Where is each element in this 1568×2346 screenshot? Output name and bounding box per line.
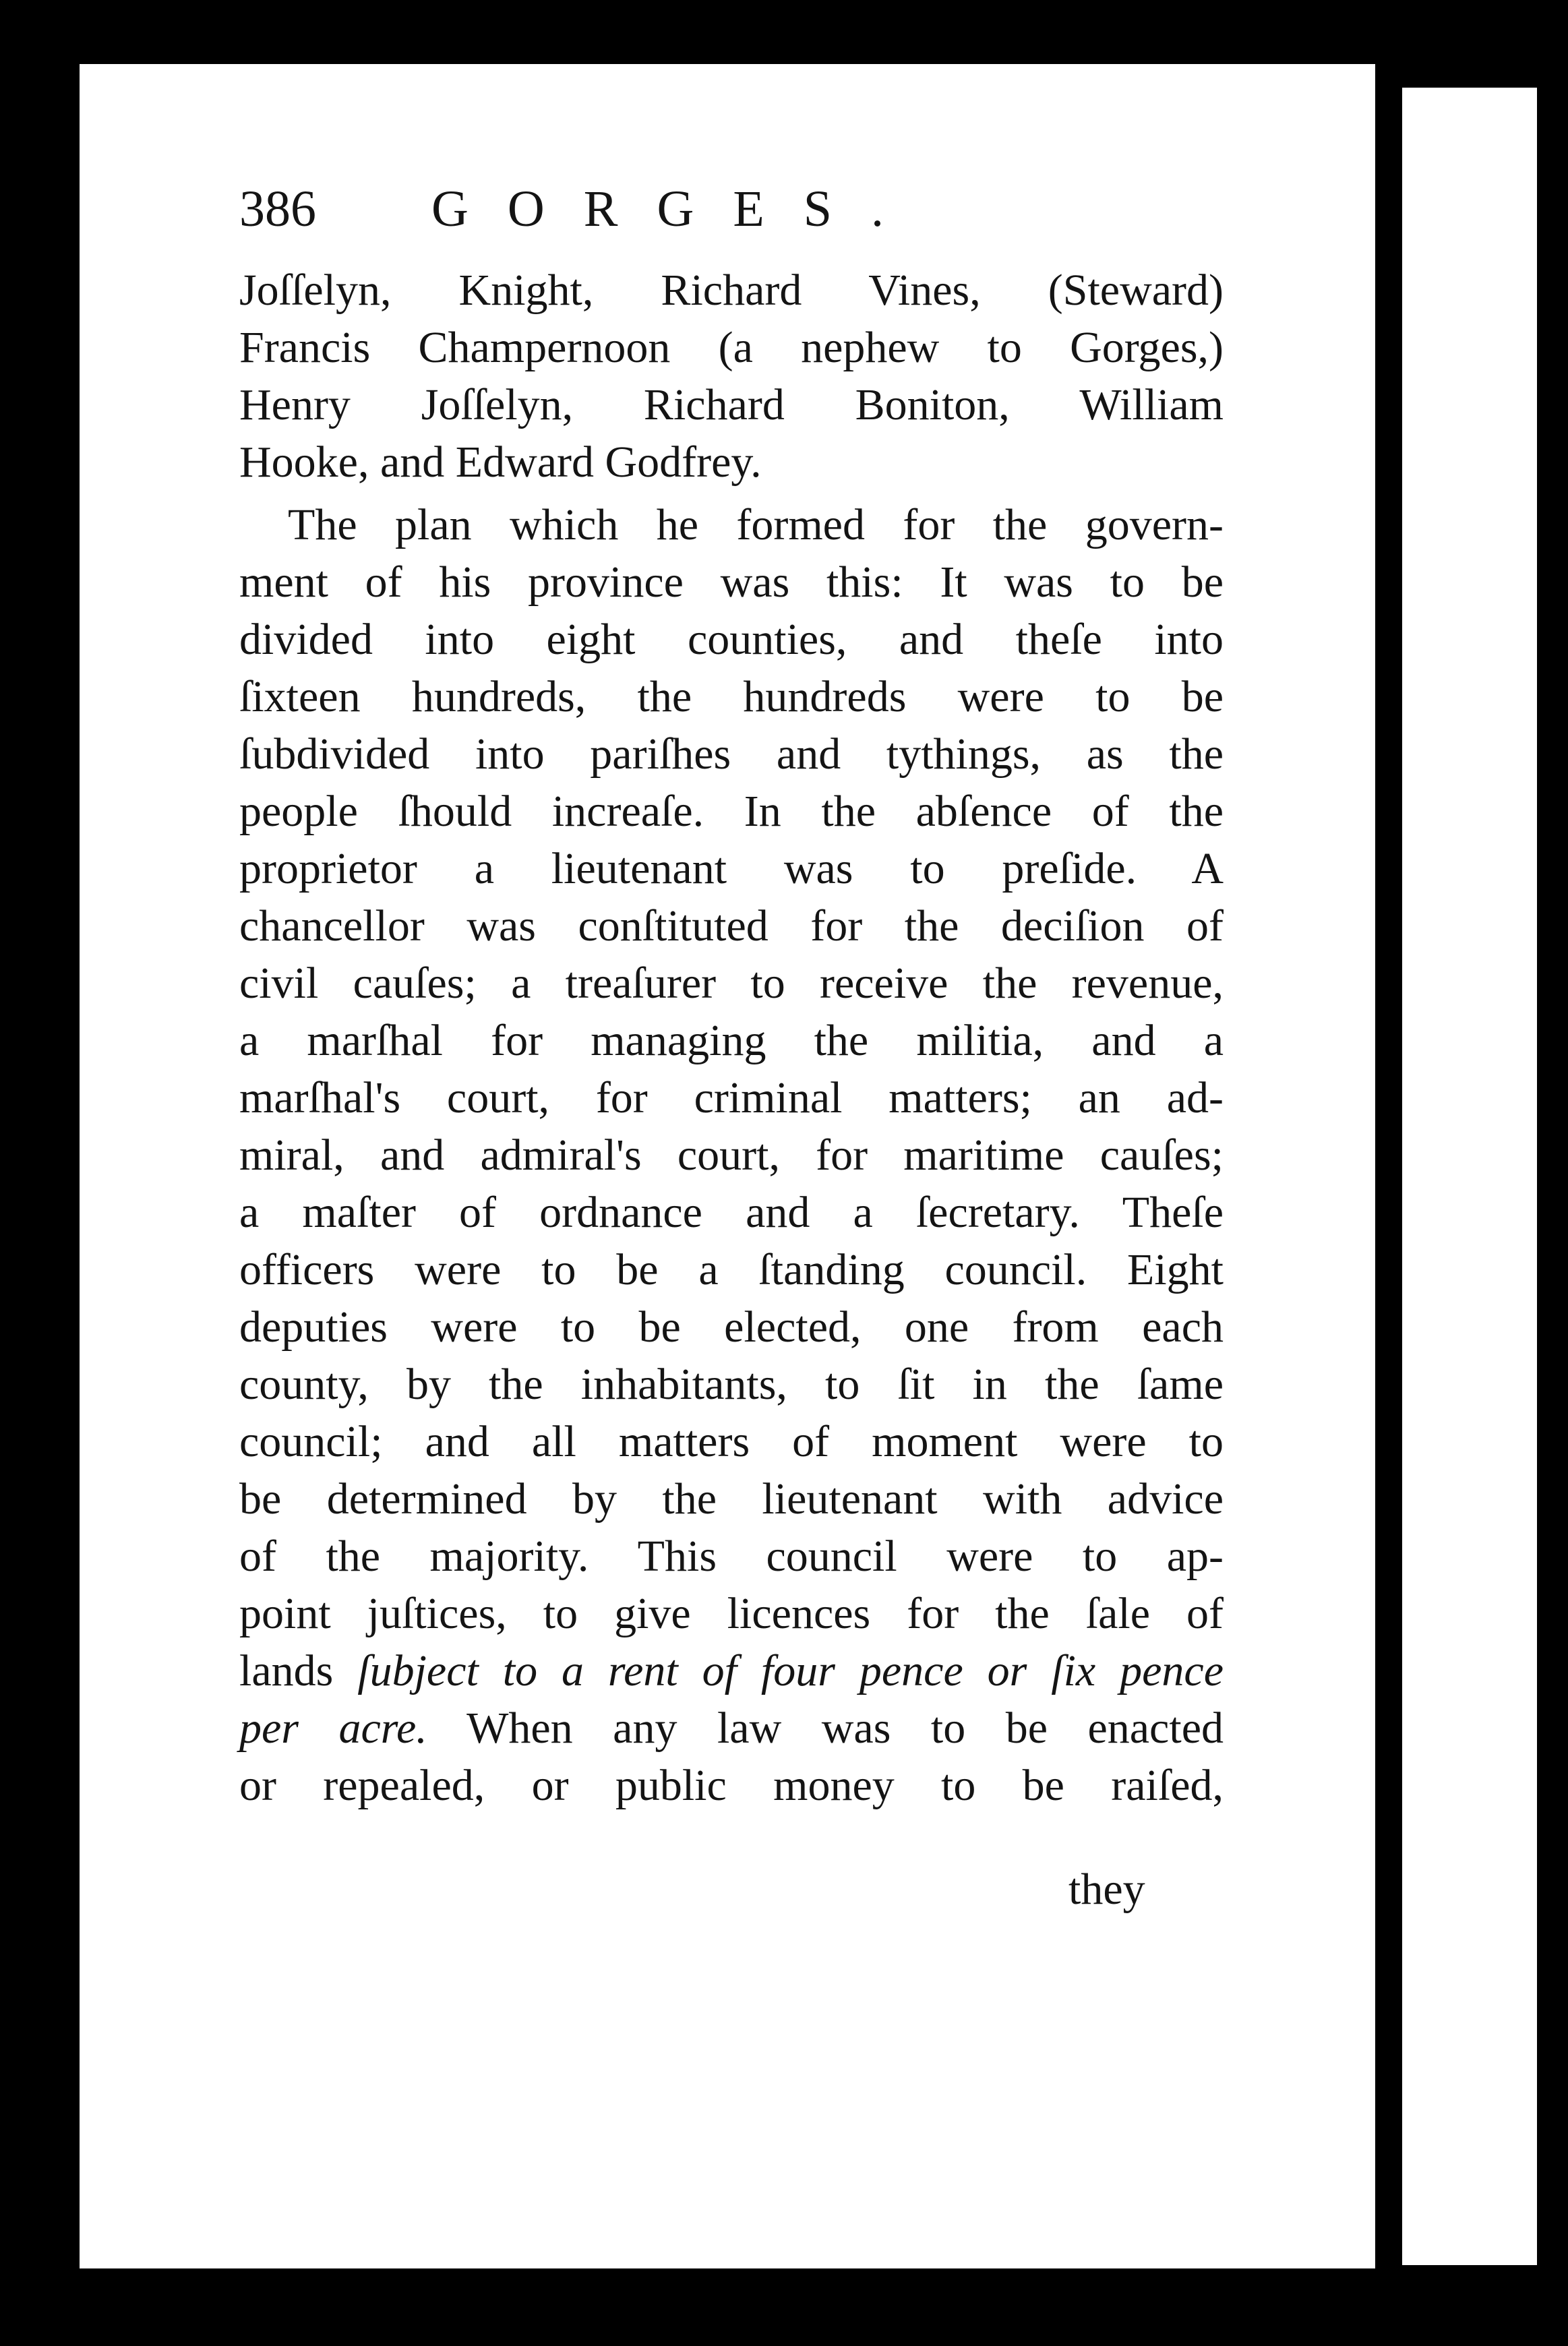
page-header [239,169,1224,249]
text-line: ſubdivided into pariſhes and tythings, as the [239,729,1224,779]
text-line: ſixteen hundreds, the hundreds were to be [239,672,1224,721]
text-line: a maſter of ordnance and a ſecretary. Theſe [239,1188,1224,1237]
roman-text: lands [239,1646,358,1695]
text-line: council; and all matters of moment were to [239,1417,1224,1466]
text-line: Henry Joſſelyn, Richard Boniton, William [239,380,1224,429]
text-line: Hooke, and Edward Godfrey. [239,438,762,487]
text-line: a marſhal for managing the militia, and a [239,1016,1224,1065]
text-line: Joſſelyn, Knight, Richard Vines, (Steward) [239,266,1224,315]
body-text [239,262,1224,1814]
text-line-per-acre [239,1700,1224,1757]
text-line: marſhal's court, for criminal matters; an ad- [239,1073,1224,1122]
text-line-lands [239,1642,1224,1700]
paragraph-first-line: The plan which he formed for the govern- [288,500,1224,549]
text-line: county, by the inhabitants, to ſit in the ſame [239,1360,1224,1409]
italic-text: per acre. [239,1704,427,1753]
text-line: miral, and admiral's court, for maritime cauſes; [239,1131,1224,1180]
text-line: Francis Champernoon (a nephew to Gorges,) [239,323,1224,372]
catchword: they [1068,1865,1145,1914]
text-line: of the majority. This council were to ap- [239,1532,1224,1581]
text-line: be determined by the lieutenant with advice [239,1474,1224,1524]
page-number: 386 [239,181,316,237]
text-line: civil cauſes; a treaſurer to receive the revenue, [239,959,1224,1008]
text-line: or repealed, or public money to be raiſed, [239,1761,1224,1810]
text-line: ment of his province was this: It was to be [239,558,1224,607]
text-line: point juſtices, to give licences for the ſale of [239,1589,1224,1638]
text-line: officers were to be a ſtanding council. Eight [239,1245,1224,1294]
roman-text: When any law was to be enacted [427,1704,1224,1753]
text-line: proprietor a lieutenant was to preſide. A [239,844,1224,893]
text-line: deputies were to be elected, one from each [239,1302,1224,1352]
italic-text: ſubject to a rent of four pence or ſix pence [357,1646,1224,1695]
text-line: people ſhould increaſe. In the abſence of the [239,787,1224,836]
running-title: GORGES. [431,181,924,237]
text-line: divided into eight counties, and theſe into [239,615,1224,664]
facing-page-edge [1402,88,1537,2265]
text-line: chancellor was conſtituted for the deciſion of [239,901,1224,951]
